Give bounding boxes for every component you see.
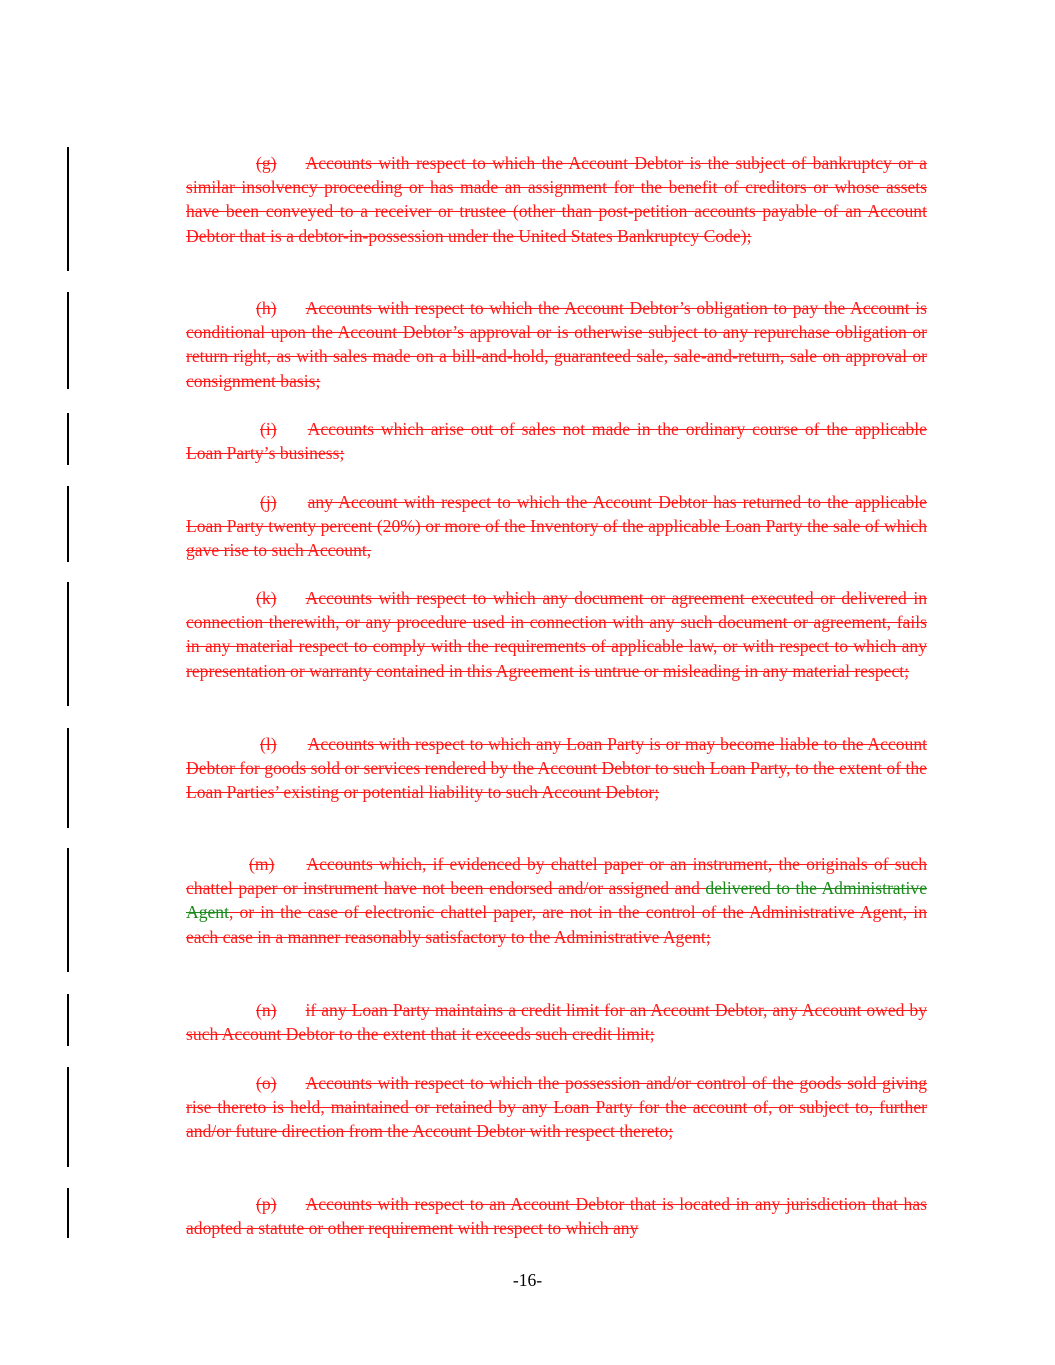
moved-text: delivered to the Administrative Agent bbox=[186, 878, 928, 923]
clause-l bbox=[186, 732, 927, 805]
clause-label: (m) bbox=[249, 854, 275, 874]
clause-label: (g) bbox=[256, 153, 277, 173]
clause-j bbox=[186, 490, 927, 563]
change-bar bbox=[67, 582, 69, 706]
change-bar bbox=[67, 848, 69, 972]
clause-m bbox=[186, 852, 927, 949]
clause-text: Accounts with respect to which any document or agreement executed or delivered in connection therewith, or any procedure used in connection with any such document or agreement, fails in any material respect to comply with the requirements of applicable law, or with respect to which any representation or warranty contained in this Agreement is untrue or misleading in any material respect; bbox=[186, 588, 927, 681]
clause-label: (j) bbox=[260, 492, 277, 512]
change-bar bbox=[67, 486, 69, 562]
clause-text: Accounts which arise out of sales not made in the ordinary course of the applicable Loan Party’s business; bbox=[186, 419, 927, 464]
clause-text: Accounts with respect to which the Account Debtor’s obligation to pay the Account is conditional upon the Account Debtor’s approval or is otherwise subject to any repurchase obligation or return right, as with sales made on a bill-and-hold, guaranteed sale, sale-and-return, sale on approval or consignment basis; bbox=[186, 298, 927, 391]
change-bar bbox=[67, 413, 69, 465]
clause-text: any Account with respect to which the Account Debtor has returned to the applicable Loan Party twenty percent (20%) or more of the Inventory of the applicable Loan Party the sale of which gave rise to such Account, bbox=[186, 492, 927, 561]
clause-label: (i) bbox=[260, 419, 277, 439]
clause-p bbox=[186, 1192, 927, 1240]
change-bar bbox=[67, 1188, 69, 1238]
clause-text: if any Loan Party maintains a credit limit for an Account Debtor, any Account owed by such Account Debtor to the extent that it exceeds such credit limit; bbox=[186, 1000, 927, 1045]
clause-text: , or in the case of electronic chattel paper, are not in the control of the Administrative Agent, in each case in a manner reasonably satisfactory to the Administrative Agent; bbox=[186, 902, 927, 947]
clause-k bbox=[186, 586, 927, 683]
change-bar bbox=[67, 292, 69, 389]
clause-text: Accounts with respect to which the Account Debtor is the subject of bankruptcy or a similar insolvency proceeding or has made an assignment for the benefit of creditors or whose assets have been conveyed to a receiver or trustee (other than post-petition accounts payable of an Account Debtor that is a debtor-in-possession under the United States Bankruptcy Code); bbox=[186, 153, 927, 246]
clause-i bbox=[186, 417, 927, 465]
clause-text: Accounts with respect to which the possession and/or control of the goods sold giving rise thereto is held, maintained or retained by any Loan Party for the account of, or subject to, further and/or future direction from the Account Debtor with respect thereto; bbox=[186, 1073, 927, 1142]
clause-label: (l) bbox=[260, 734, 277, 754]
clause-label: (n) bbox=[256, 1000, 277, 1020]
clause-h bbox=[186, 296, 927, 393]
change-bar bbox=[67, 1067, 69, 1167]
clause-text: Accounts with respect to an Account Debtor that is located in any jurisdiction that has adopted a statute or other requirement with respect to which any bbox=[186, 1194, 927, 1239]
clause-n bbox=[186, 998, 927, 1046]
clause-text: Accounts with respect to which any Loan Party is or may become liable to the Account Debtor for goods sold or services rendered by the Account Debtor to such Loan Party, to the extent of the Loan Parties’ existing or potential liability to such Account Debtor; bbox=[186, 734, 927, 803]
page-number: -16- bbox=[512, 1270, 543, 1290]
change-bar bbox=[67, 728, 69, 828]
clause-label: (h) bbox=[256, 298, 277, 318]
clause-text: Accounts which, if evidenced by chattel paper or an instrument, the originals of such chattel paper or instrument have not been endorsed and/or assigned and bbox=[186, 854, 927, 899]
clause-g bbox=[186, 151, 927, 248]
clause-label: (p) bbox=[256, 1194, 277, 1214]
clause-o bbox=[186, 1071, 927, 1144]
change-bar bbox=[67, 994, 69, 1046]
clause-label: (o) bbox=[256, 1073, 277, 1093]
change-bar bbox=[67, 147, 69, 271]
clause-label: (k) bbox=[256, 588, 277, 608]
